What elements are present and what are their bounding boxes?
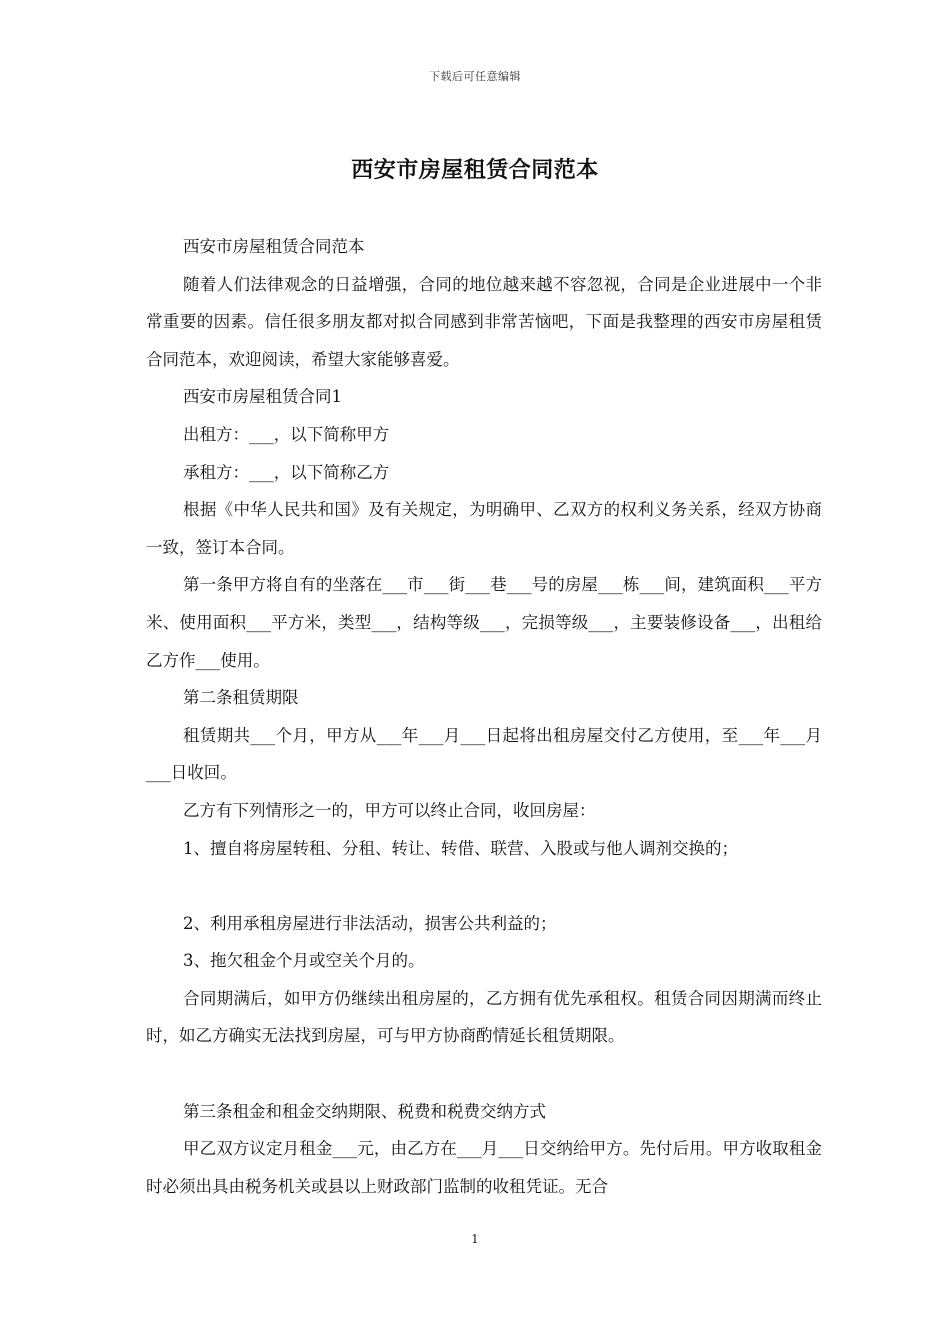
paragraph-article-3-heading: 第三条租金和租金交纳期限、税费和税费交纳方式 — [183, 1101, 546, 1121]
paragraph-termination-item-3: 3、拖欠租金个月或空关个月的。 — [183, 951, 425, 971]
paragraph-lessor: 出租方：___，以下简称甲方 — [183, 424, 390, 444]
document-body — [146, 228, 822, 1205]
paragraph-rent-payment: 甲乙双方议定月租金___元，由乙方在___月___日交纳给甲方。先付后用。甲方收取租金时必须出具由税务机关或县以上财政部门监制的收租凭证。无合 — [146, 1139, 822, 1196]
paragraph-lessee: 承租方：___，以下简称乙方 — [183, 462, 390, 482]
header-note: 下载后可任意编辑 — [429, 70, 521, 83]
paragraph-termination-item-2: 2、利用承租房屋进行非法活动，损害公共利益的； — [183, 913, 557, 933]
paragraph-article-2-heading: 第二条租赁期限 — [183, 688, 299, 708]
page-number: 1 — [471, 1232, 479, 1246]
paragraph-basis: 根据《中华人民共和国》及有关规定，为明确甲、乙双方的权利义务关系，经双方协商一致，签订本合同。 — [146, 500, 822, 557]
paragraph-renewal: 合同期满后，如甲方仍继续出租房屋的，乙方拥有优先承租权。租赁合同因期满而终止时，如乙方确实无法找到房屋，可与甲方协商酌情延长租赁期限。 — [146, 988, 822, 1046]
paragraph-termination-item-1: 1、擅自将房屋转租、分租、转让、转借、联营、入股或与他人调剂交换的； — [183, 838, 738, 858]
document-title: 西安市房屋租赁合同范本 — [351, 157, 599, 183]
paragraph-article-1: 第一条甲方将自有的坐落在___市___街___巷___号的房屋___栋___间，建筑面积___平方米、使用面积___平方米，类型___，结构等级___，完损等级___，主要装修设备___，出租给乙方作___使用。 — [146, 575, 822, 670]
paragraph-intro-title: 西安市房屋租赁合同范本 — [183, 237, 365, 256]
paragraph-contract-heading: 西安市房屋租赁合同1 — [183, 387, 342, 407]
paragraph-lease-term: 租赁期共___个月，甲方从___年___月___日起将出租房屋交付乙方使用，至___年___月___日收回。 — [146, 725, 822, 783]
paragraph-termination-intro: 乙方有下列情形之一的，甲方可以终止合同，收回房屋： — [183, 800, 596, 820]
paragraph-intro: 随着人们法律观念的日益增强，合同的地位越来越不容忽视，合同是企业进展中一个非常重要的因素。信任很多朋友都对拟合同感到非常苦恼吧，下面是我整理的西安市房屋租赁合同范本，欢迎阅读，希望大家能够喜爱。 — [146, 274, 822, 369]
